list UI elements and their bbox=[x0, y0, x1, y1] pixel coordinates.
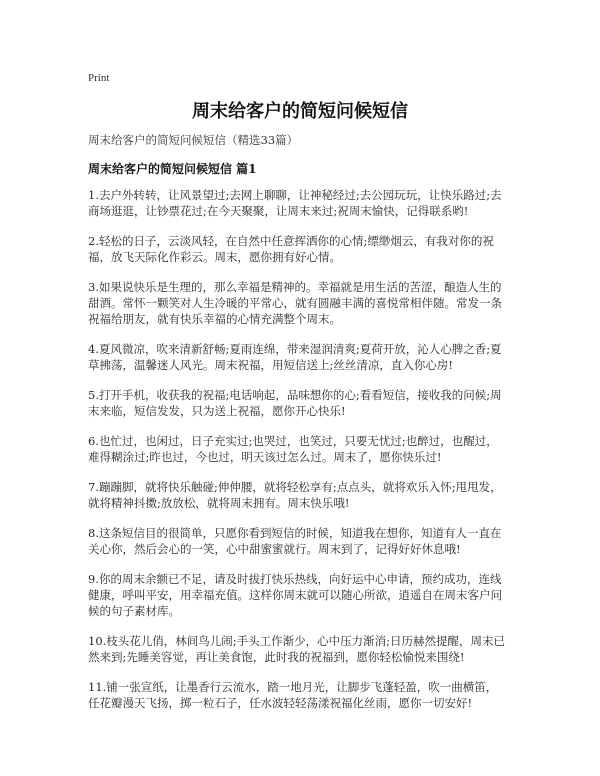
paragraph-5: 5.打开手机，收获我的祝福;电话响起，品味想你的心;看看短信，接收我的问候;周末来临，短信发发，只为送上祝福，愿你开心快乐! bbox=[88, 388, 502, 418]
paragraph-4: 4.夏风微凉，吹来清新舒畅;夏雨连绵，带来湿润清爽;夏荷开放，沁人心脾之香;夏草拂荡，温馨迷人风光。周末祝福，用短信送上;丝丝清凉，直入你心房! bbox=[88, 342, 502, 372]
paragraph-7: 7.蹦蹦脚，就将快乐触碰;伸伸腰，就将轻松享有;点点头，就将欢乐入怀;甩甩发，就将精神抖擞;放放松，就将周末拥有。周末快乐哦! bbox=[88, 480, 502, 510]
paragraph-9: 9.你的周末余额已不足，请及时拔打快乐热线，向好运中心申请，预约成功，连线健康，呼叫平安，用幸福充值。这样你周末就可以随心所欲，逍遥自在周末客户问候的句子素材库。 bbox=[88, 572, 502, 618]
document-subtitle: 周末给客户的简短问候短信（精选33篇） bbox=[88, 133, 299, 147]
paragraph-3: 3.如果说快乐是生理的，那么幸福是精神的。幸福就是用生活的苦涩，酿造人生的甜酒。常怀一颗笑对人生冷暖的平常心，就有圆融丰满的喜悦常相伴随。常发一条祝福给朋友，就有快乐幸福的心情充满整个周末。 bbox=[88, 280, 502, 326]
paragraph-1: 1.去户外转转，让风景望过;去网上聊聊，让神秘经过;去公园玩玩，让快乐路过;去商场逛逛，让钞票花过;在今天聚聚，让周末来过;祝周末愉快，记得联系哟! bbox=[88, 188, 502, 218]
print-label[interactable]: Print bbox=[88, 72, 110, 84]
paragraph-6: 6.也忙过，也闲过，日子充实过;也哭过，也笑过，只要无忧过;也醉过，也醒过，难得糊涂过;昨也过，今也过，明天该过怎么过。周末了，愿你快乐过! bbox=[88, 434, 498, 464]
section-heading: 周末给客户的简短问候短信 篇1 bbox=[88, 162, 257, 176]
document-body bbox=[88, 187, 508, 725]
paragraph-8: 8.这条短信目的很简单，只愿你看到短信的时候，知道我在想你，知道有人一直在关心你，然后会心的一笑，心中甜蜜蜜就行。周末到了，记得好好休息哦! bbox=[88, 526, 502, 556]
page-title: 周末给客户的简短问候短信 bbox=[192, 101, 408, 122]
paragraph-10: 10.枝头花儿俏，林间鸟儿闹;手头工作渐少，心中压力渐消;日历赫然提醒，周末已然来到;先睡美容觉，再让美食饱，此时我的祝福到，愿你轻松愉悦来围绕! bbox=[88, 634, 506, 664]
paragraph-2: 2.轻松的日子，云淡风轻，在自然中任意挥洒你的心情;缥缈烟云，有我对你的祝福，放飞天际化作彩云。周末，愿你拥有好心情。 bbox=[88, 234, 494, 264]
paragraph-11: 11.铺一张宣纸，让墨香行云流水，踏一地月光，让脚步飞蓬轻盈，吹一曲横笛，任花瓣漫天飞扬，掷一粒石子，任水波轻轻荡漾祝福化丝雨，愿你一切安好! bbox=[88, 680, 498, 710]
